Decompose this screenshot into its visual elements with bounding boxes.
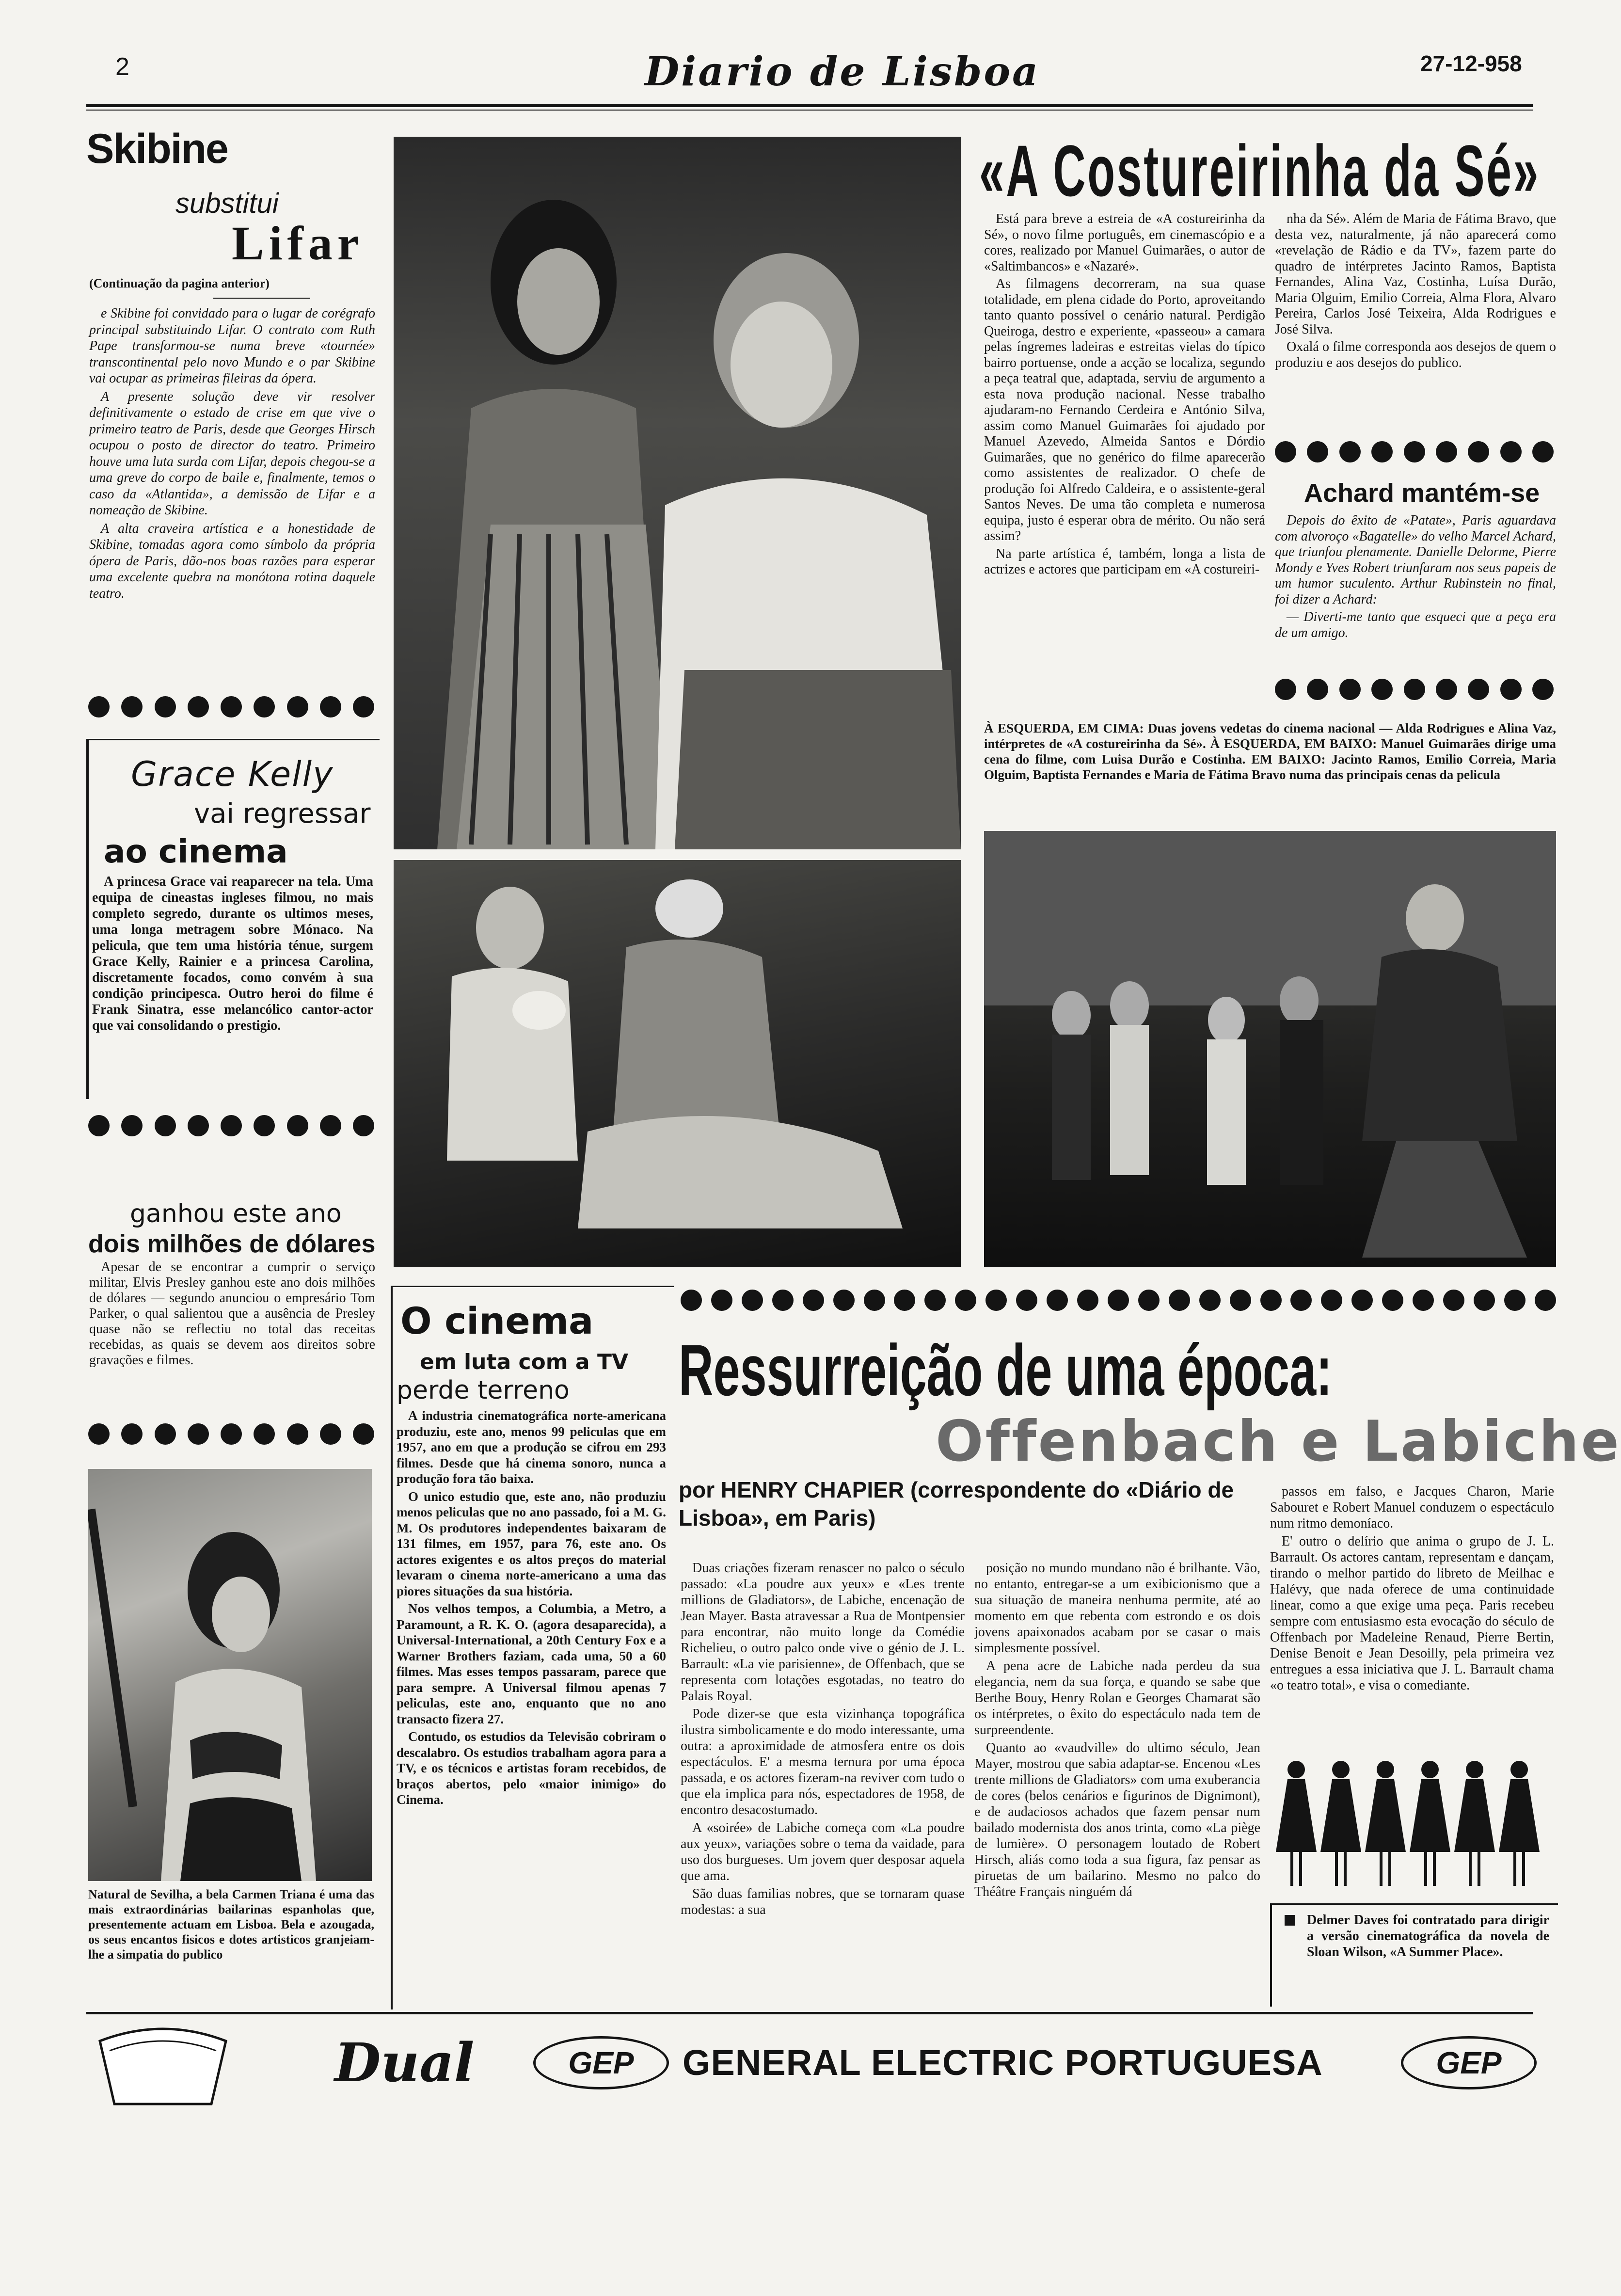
bullet-dot [320,1115,341,1136]
dual-brand: Dual [334,2031,475,2094]
bullet-dot [287,1115,308,1136]
costureirinha-col-1 [984,211,1265,580]
offenbach-byline: por HENRY CHAPIER (correspondente do «Diário de Lisboa», em Paris) [679,1477,1234,1531]
costureirinha-paragraph: Na parte artística é, também, longa a lista de actrizes e actores que participam em «A costureiri- [984,546,1265,577]
costureirinha-headline: «A Costureirinha da Sé» [979,130,1541,211]
offenbach-headline: Ressurreição de uma época: [679,1329,1333,1411]
dot-divider [681,1290,1556,1311]
cinema-headline-3: perde terreno [397,1376,570,1405]
dot-divider [88,1423,374,1445]
bullet-dot [1275,441,1296,462]
bullet-dot [1443,1290,1464,1311]
dancers-illustration [1273,1755,1554,1891]
skibine-paragraph: A alta craveira artística e a honestidade de Skibine, tomadas agora como símbolo da própria ópera de Paris, dão-nos boas razões para esperar uma excelente quebra na monótona rotina daquele teatro. [89,521,375,601]
skibine-paragraph: A presente solução deve vir resolver definitivamente o estado de crise em que vive o primeiro teatro de Paris, desde que Georges Hirsch ocupou o posto de director do teatro. Primeiro houve uma luta surda com Lifar, depois chegou-se a uma greve do corpo de baile e, finalmente, temos o caso da «Atlantida», a demissão de Lifar e a nomeação de Skibine. [89,389,375,518]
bullet-dot [188,696,209,718]
bullet-dot [894,1290,915,1311]
bullet-dot [1535,1290,1556,1311]
page-number: 2 [115,53,129,81]
bullet-dot [1307,441,1328,462]
grace-headline-3: ao cinema [104,833,288,870]
bullet-dot [353,696,374,718]
skibine-headline-2: Lifar [232,216,364,270]
presley-headline-1: ganhou este ano [130,1199,342,1228]
bullet-dot [1260,1290,1282,1311]
bullet-dot [320,696,341,718]
bullet-dot [353,1115,374,1136]
daves-note: Delmer Daves foi contratado para dirigir a versão cinematográfica da novela de Sloan Wilson, «A Summer Place». [1307,1913,1549,1960]
bullet-dot [1230,1290,1251,1311]
bullet-dot [1339,441,1361,462]
bullet-dot [955,1290,976,1311]
bullet-dot [1016,1290,1037,1311]
bullet-dot [803,1290,824,1311]
bullet-dot [1199,1290,1221,1311]
offenbach-paragraph: A pena acre de Labiche nada perdeu da sua elegancia, nem da sua força, e quando se sabe que Berthe Bouy, Henry Rolan e Georges Chamarat são os intérpretes, o êxito do espectáculo nada tem de surpreendente. [974,1658,1260,1738]
offenbach-subhead: Offenbach e Labiche [936,1409,1621,1474]
dot-divider [88,1115,374,1136]
bullet-dot [254,1115,275,1136]
bullet-dot [681,1290,702,1311]
carmen-triana-photo [88,1469,372,1881]
costureirinha-col-2 [1275,211,1556,373]
cinema-headline-2: em luta com a TV [420,1350,629,1374]
bullet-dot [1468,679,1489,700]
bullet-dot [188,1423,209,1445]
bullet-dot [188,1115,209,1136]
bullet-dot [1077,1290,1098,1311]
bullet-dot [254,696,275,718]
costureirinha-paragraph: Oxalá o filme corresponda aos desejos de quem o produziu e aos desejos do publico. [1275,339,1556,370]
bullet-dot [1169,1290,1190,1311]
grace-headline-1: Grace Kelly [131,754,334,794]
bullet-dot [772,1290,794,1311]
masthead-date: 27-12-958 [1420,51,1522,76]
bullet-dot [1321,1290,1342,1311]
bullet-dot [287,696,308,718]
cinema-paragraph: Contudo, os estudios da Televisão cobriram o descalabro. Os estudios trabalham agora para a TV, e os técnicos e artistas foram recebidos, de braços abertos, pelo «maior inimigo» do Cinema. [397,1729,666,1807]
offenbach-paragraph: posição no mundo mundano não é brilhante. Vão, no entanto, entregar-se a um exibicionismo que a sua situação de maneira nenhuma permite, até ao momento em que rebenta com estrondo e os dois jovens apaixonados acabam por se casar o mais simplesmente possível. [974,1561,1260,1656]
bullet-dot [88,1115,110,1136]
achard-headline: Achard mantém-se [1304,478,1540,508]
bullet-dot [1436,679,1457,700]
bullet-dot [155,1115,176,1136]
bullet-dot [864,1290,885,1311]
bullet-dot [742,1290,763,1311]
bullet-dot [254,1423,275,1445]
cinema-paragraph: O unico estudio que, este ano, não produziu menos peliculas que no ano passado, foi a M. G. M. Os produtores independentes baixaram de 131 filmes, em 1957, para 76, este ano. Os actores exigentes e os altos preços do material levaram o cinema norte-americano a uma das piores situações da sua história. [397,1489,666,1598]
record-player-icon [90,2022,236,2114]
offenbach-paragraph: passos em falso, e Jacques Charon, Marie Sabouret e Robert Manuel conduzem o espectáculo num ritmo demoníaco. [1270,1484,1554,1531]
bullet-dot [1275,679,1296,700]
masthead-title: Diario de Lisboa [645,48,1040,95]
ad-rule [86,2012,1533,2014]
offenbach-col-2 [974,1560,1260,1902]
grace-paragraph: A princesa Grace vai reaparecer na tela. Uma equipa de cineastas ingleses filmou, no mais completo segredo, durante os ultimos meses, uma longa metragem sobre Mónaco. Na pelicula, que tem uma história ténue, surgem Grace Kelly, Rainier e a princesa Carolina, discretamente focados, como convém à sua condição principesca. Outro heroi do filme é Frank Sinatra, esse melancólico cantor-actor que vai consolidando o prestigio. [92,874,373,1033]
skibine-article [89,305,375,604]
cinema-body [397,1408,666,1810]
presley-body [89,1260,375,1370]
bullet-dot [1351,1290,1373,1311]
costureirinha-paragraph: As filmagens decorreram, na sua quase totalidade, em plena cidade do Porto, aproveitando tanto quanto possível o cenário natural. Perdigão Queiroga, destro e experiente, «passeou» a camara pelas íngremes ladeiras e estreitas vielas do típico bairro portuense, onde a acção se localiza, segundo a peça teatral que, adaptada, serviu de argumento a esta nova produção nacional. Nesse trabalho ajudaram-no Fernando Cerdeira e António Silva, assim como Manuel Guimarães foi ajudado por Manuel Azevedo, Almeida Santos e Dórdio Guimarães, que no genérico do filme aparecerão como assistentes de realizador. O chefe de produção foi Alfredo Caldeira, e o assistente-geral Santos Neves. De uma tão completa e numerosa equipa, justo é esperar obra de mérito. Ou não será assim? [984,276,1265,543]
presley-paragraph: Apesar de se encontrar a cumprir o serviço militar, Elvis Presley ganhou este ano dois milhões de dólares — segundo anunciou o empresário Tom Parker, o qual salientou que a ausência de Presley quase não se reflectiu no total das receitas recebidas, as quais se devem aos direitos sobre gravações e filmes. [89,1260,375,1368]
grace-headline-2: vai regressar [194,798,371,829]
bullet-dot [1307,679,1328,700]
presley-headline-2: dois milhões de dólares [88,1230,376,1258]
bullet-dot [985,1290,1007,1311]
gep-logo-left [533,2036,669,2089]
bullet-dot [1436,441,1457,462]
bullet-dot [121,1115,143,1136]
bullet-dot [353,1423,374,1445]
bullet-dot [1532,679,1554,700]
bullet-dot [1504,1290,1526,1311]
dot-divider [88,696,374,718]
bullet-dot [1404,679,1425,700]
bullet-dot [833,1290,855,1311]
offenbach-col-3 [1270,1483,1554,1695]
offenbach-paragraph: Pode dizer-se que esta vizinhança topográfica ilustra simbolicamente e do modo interessante, uma outra: a aproximidade de atmosfera entre os dois espectáculos. E' a mesma ternura por uma época passada, e os actores fizeram-na reviver com tudo o que ela implica para nós, espectadores de 1958, de encontro desacostumado. [681,1706,965,1818]
bullet-dot [155,696,176,718]
skibine-subhead: substitui [175,188,279,219]
costureirinha-photo-bottom-left [394,860,961,1267]
cinema-headline-1: O cinema [400,1299,594,1342]
gep-logo-text: GEP [568,2045,634,2080]
costureirinha-photo-bottom-right [984,831,1556,1267]
offenbach-paragraph: E' outro o delírio que anima o grupo de J. L. Barrault. Os actores cantam, representam e dançam, tirando o melhor partido do libreto de Meilhac e Halévy, que nada oferece de uma continuidade linear, como a que exige uma peça. Paris recebeu sempre com entusiasmo esta evocação do século de Offenbach por Madeleine Renaud, Pierre Bertin, Denise Benoit e Jean Desoilly, pela primeira vez entregues a essa iniciativa que J. L. Barrault chama «o teatro total», e visa o comediante. [1270,1534,1554,1693]
offenbach-paragraph: A «soirée» de Labiche começa com «La poudre aux yeux», variações sobre o tema da vaidade, para uso dos burgueses. Um jovem quer desposar aquela que ama. [681,1820,965,1883]
skibine-paragraph: e Skibine foi convidado para o lugar de corégrafo principal substituindo Lifar. O contrato com Ruth Pape transformou-se numa breve «tournée» transcontinental pelo novo Mundo e o par Skibine vai ocupar as primeiras fileiras da ópera. [89,306,375,386]
bullet-dot [88,696,110,718]
bullet-dot [221,1115,242,1136]
bullet-dot [1500,441,1522,462]
bullet-dot [121,1423,143,1445]
gep-logo-right [1401,2036,1537,2089]
skibine-rule [213,298,310,299]
cinema-paragraph: Nos velhos tempos, a Columbia, a Metro, a Paramount, a R. K. O. (agora desaparecida), a Universal-International, a 20th Century Fox e a Warner Brothers faziam, cada uma, 50 a 60 filmes. Mas esses tempos passaram, parece que para sempre. A Universal filmou apenas 7 peliculas, este ano, enquanto que no ano transacto fizera 27. [397,1601,666,1726]
offenbach-paragraph: Duas criações fizeram renascer no palco o século passado: «La poudre aux yeux» e «Les trente millions de Gladiators», de Labiche, encenação de Jean Mayer. Basta atravessar a Rua de Montpensier para encontrar, não muito longe da Comédie Richelieu, o outro palco onde vive o génio de J. L. Barrault: «La vie parisienne», de Offenbach, que se representa com lotações esgotadas, no teatro do Palais Royal. [681,1561,965,1704]
costureirinha-paragraph: Está para breve a estreia de «A costureirinha da Sé», o novo filme português, em cinemascópio e a cores, realizado por Manuel Guimarães, o autor de «Saltimbancos» e «Nazaré». [984,211,1265,274]
bullet-dot [1290,1290,1312,1311]
masthead-rule [86,104,1533,107]
bullet-dot [1339,679,1361,700]
bullet-dot [1371,441,1393,462]
offenbach-paragraph: São duas familias nobres, que se tornaram quase modestas: a sua [681,1886,965,1917]
achard-body [1275,513,1556,643]
bullet-dot [221,1423,242,1445]
bullet-dot [1532,441,1554,462]
carmen-caption: Natural de Sevilha, a bela Carmen Triana é uma das mais extraordinárias bailarinas espanholas que, presentemente actuam em Lisboa. Bela e azougada, os seus encantos fisicos e dotes artisticos granjeiam-lhe a simpatia do publico [88,1887,374,1961]
achard-paragraph: Depois do êxito de «Patate», Paris aguardava com alvoroço «Bagatelle» do velho Marcel Achard, que triunfou plenamente. Danielle Delorme, Pierre Mondy e Yves Robert triunfaram nos seus papeis de um humor suculento. Arthur Rubinstein no final, foi dizer a Achard: [1275,513,1556,607]
grace-body [92,874,373,1036]
bullet-dot [1413,1290,1434,1311]
bullet-dot [1371,679,1393,700]
bullet-dot [1404,441,1425,462]
bullet-dot [221,696,242,718]
skibine-headline: Skibine [86,126,228,172]
bullet-dot [711,1290,732,1311]
bullet-dot [1382,1290,1403,1311]
bullet-dot [1047,1290,1068,1311]
masthead-rule-thin [86,110,1533,111]
cinema-paragraph: A industria cinematográfica norte-americana produziu, este ano, menos 99 peliculas que em 1957, ano em que a produção se cifrou em 293 filmes. Desde que há cinema sonoro, nunca a produção fora tão baixa. [397,1408,666,1486]
bullet-dot [1138,1290,1160,1311]
costureirinha-caption: À ESQUERDA, EM CIMA: Duas jovens vedetas do cinema nacional — Alda Rodrigues e Alina Vaz, intérpretes de «A costureirinha da Sé». À ESQUERDA, EM BAIXO: Manuel Guimarães dirige uma cena do filme, com Luisa Durão e Costinha. EM BAIXO: Jacinto Ramos, Emilio Correia, Maria Olguim, Baptista Fernandes e Maria de Fátima Bravo numa das principais cenas da pelicula [984,721,1556,782]
dot-divider [1275,679,1554,700]
costureirinha-paragraph: nha da Sé». Além de Maria de Fátima Bravo, que desta vez, naturalmente, já não aparecerá como «revelação de Rádio e da TV», fazem parte do quadro de intérpretes Jacinto Ramos, Baptista Fernandes, Alina Vaz, Costinha, Luísa Durão, Maria Olguim, Emilio Correia, Alma Flora, Alvaro Pereira, Carlos José Teixeira, Alda Rodrigues e José Silva. [1275,211,1556,337]
bullet-dot [88,1423,110,1445]
dot-divider [1275,441,1554,462]
bullet-dot [924,1290,946,1311]
costureirinha-photo-top [394,137,961,849]
gep-ad-text: GENERAL ELECTRIC PORTUGUESA [683,2042,1323,2083]
achard-quote: — Diverti-me tanto que esqueci que a peça era de um amigo. [1275,609,1556,640]
bullet-dot [1108,1290,1129,1311]
offenbach-col-1 [681,1560,965,1920]
skibine-continuation: (Continuação da pagina anterior) [89,276,270,290]
square-bullet-icon [1285,1915,1295,1926]
offenbach-paragraph: Quanto ao «vaudville» do ultimo século, Jean Mayer, mostrou que sabia adaptar-se. Encenou «Les trente millions de Gladiators» com uma exuberancia de cores (belos cenários e figurinos de Dignimont), e de audaciosos achados que fazem pensar num bailado modernista dos anos trinta, como «La piège de lumière». O personagem loutado de Robert Hirsch, aliás como toda a sua figura, faz pensar as piruetas de um bailarino. Mesmo no palco do Théâtre Français ninguém dá [974,1740,1260,1899]
bullet-dot [287,1423,308,1445]
bullet-dot [320,1423,341,1445]
bullet-dot [1474,1290,1495,1311]
bullet-dot [155,1423,176,1445]
gep-logo-text: GEP [1436,2045,1502,2080]
bullet-dot [1468,441,1489,462]
bullet-dot [1500,679,1522,700]
bullet-dot [121,696,143,718]
